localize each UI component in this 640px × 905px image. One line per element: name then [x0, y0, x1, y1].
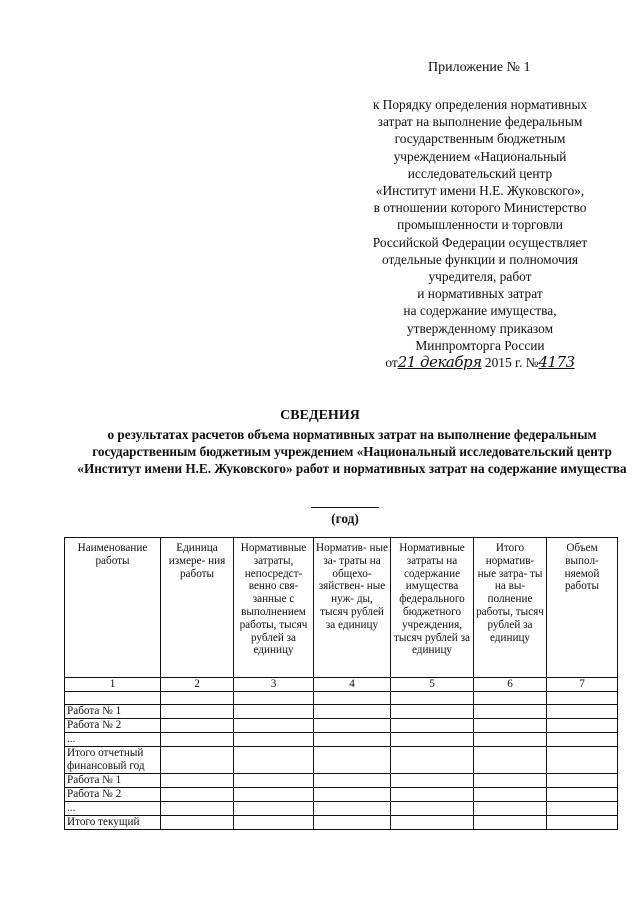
row-label: Работа № 1	[65, 704, 161, 718]
row-label: Работа № 1	[65, 773, 161, 787]
order-line: утвержденному приказом	[406, 320, 554, 336]
date-year: 2015 г. №	[484, 355, 539, 371]
row-label: Итого отчетный финансовый год	[65, 746, 161, 773]
column-number: 4	[314, 678, 391, 692]
order-line: на содержание имущества,	[403, 303, 557, 319]
order-line: учредителя, работ	[428, 269, 532, 285]
order-line: «Институт имени Н.Е. Жуковского»,	[375, 183, 585, 199]
order-line: Российской Федерации осуществляет	[372, 234, 588, 250]
handwritten-order-number: 4173	[538, 353, 575, 372]
column-header: Наименование работы	[65, 538, 161, 678]
column-header: Единица измере- ния работы	[161, 538, 234, 678]
order-reference	[355, 96, 605, 371]
column-header: Объем выпол- няемой работы	[547, 538, 618, 678]
order-line: в отношении которого Министерство	[373, 200, 587, 216]
column-header: Итого норматив- ные затра- ты на вы- полнение работы, тысяч рублей за единицу	[474, 538, 547, 678]
column-number: 2	[161, 678, 234, 692]
column-header: Нормативные затраты, непосредст- венно свя- занные с выполнением работы, тысяч рублей за единицу	[234, 538, 314, 678]
row-label: ...	[65, 801, 161, 815]
table-row	[65, 801, 618, 815]
year-blank-line	[311, 507, 379, 508]
order-line: учреждением «Национальный	[393, 148, 567, 164]
column-number: 6	[474, 678, 547, 692]
column-number: 7	[547, 678, 618, 692]
column-number: 5	[391, 678, 474, 692]
table-row	[65, 746, 618, 773]
row-label: Работа № 2	[65, 787, 161, 801]
table-header-row	[65, 538, 618, 678]
order-line: государственным бюджетным	[394, 131, 566, 147]
table-row	[65, 787, 618, 801]
table-row	[65, 704, 618, 718]
table-row	[65, 815, 618, 829]
order-line: Минпромторга России	[415, 337, 545, 353]
column-number: 1	[65, 678, 161, 692]
table-row	[65, 691, 618, 704]
year-label: (год)	[331, 511, 359, 526]
table-row	[65, 718, 618, 732]
order-line: и нормативных затрат	[417, 286, 543, 302]
row-label: Итого текущий	[65, 815, 161, 829]
order-date-line	[355, 354, 605, 371]
order-line: к Порядку определения нормативных	[372, 97, 588, 112]
document-subtitle: о результатах расчетов объема нормативных затрат на выполнение федеральным государственным бюджетным учреждением «Национальный исследовательский центр «Институт имени Н.Е. Жуковского» работ и нормативных затрат на содержание имущества	[77, 427, 627, 476]
column-header: Нормативные затраты на содержание имущества федерального бюджетного учреждения, тысяч рублей за единицу	[391, 538, 474, 678]
order-line: промышленности и торговли	[397, 217, 563, 233]
handwritten-date: 21 декабря	[397, 353, 482, 372]
results-table	[64, 537, 618, 830]
order-line: затрат на выполнение федеральным	[377, 114, 583, 130]
document-title: СВЕДЕНИЯ	[280, 408, 360, 423]
column-header: Норматив- ные за- траты на общехо- зяйствен- ные нуж- ды, тысяч рублей за единицу	[314, 538, 391, 678]
row-label: ...	[65, 732, 161, 746]
table-row	[65, 773, 618, 787]
order-line: исследовательский центр	[407, 165, 553, 181]
row-label: Работа № 2	[65, 718, 161, 732]
date-prefix: от	[385, 355, 398, 371]
order-line: отдельные функции и полномочия	[381, 251, 579, 267]
column-number: 3	[234, 678, 314, 692]
table-row	[65, 732, 618, 746]
appendix-title: Приложение № 1	[428, 60, 531, 75]
column-number-row	[65, 678, 618, 692]
